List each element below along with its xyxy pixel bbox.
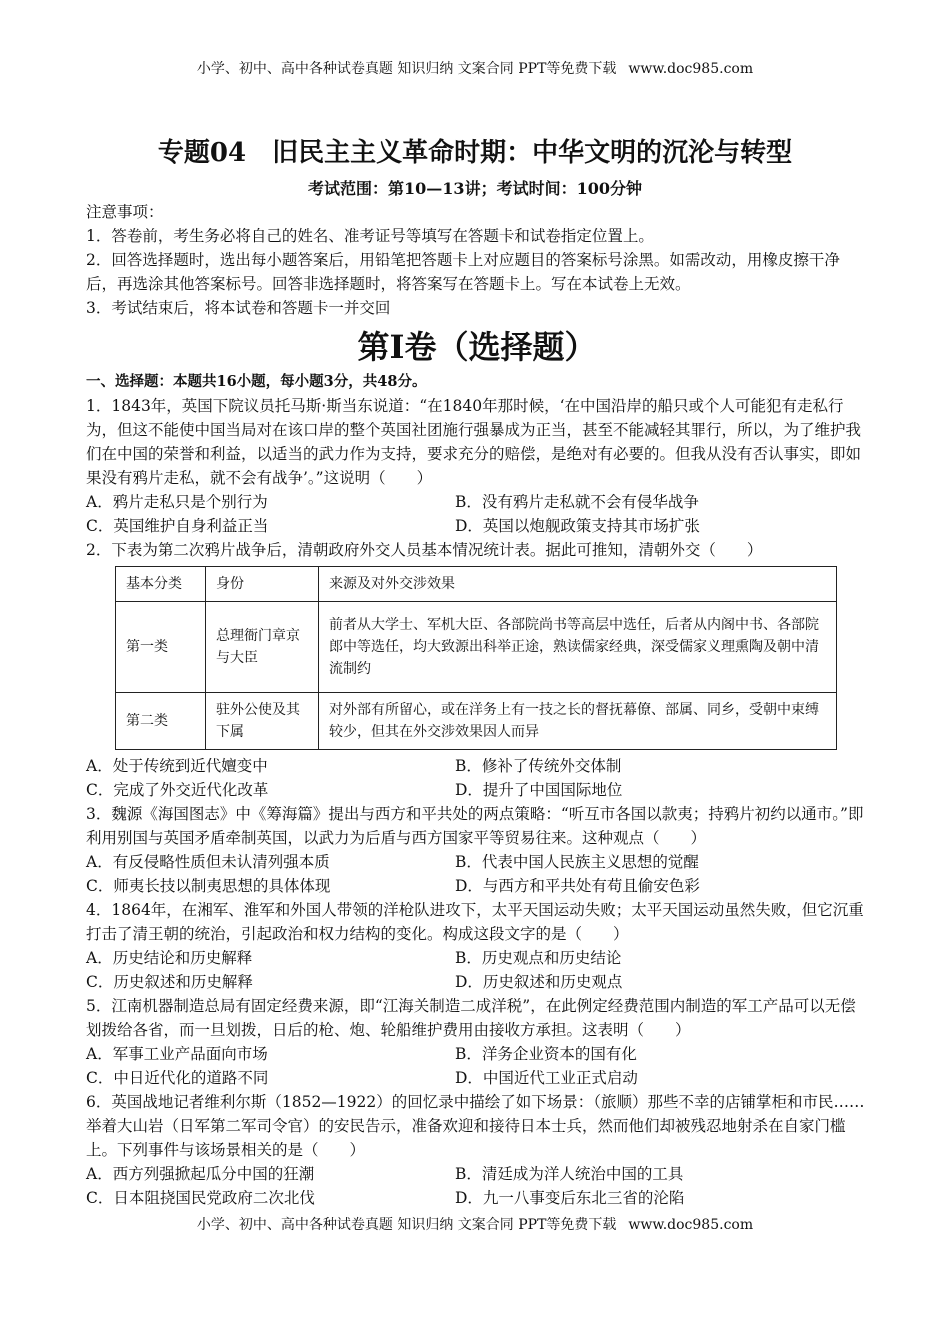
options bbox=[86, 1042, 868, 1090]
header-link[interactable]: www.doc985.com bbox=[628, 61, 754, 77]
question-stem: 6．英国战地记者维利尔斯（1852—1922）的回忆录中描绘了如下场景：（旅顺）那些不幸的店铺掌柜和市民……举着大山岩（日军第二军司令官）的安民告示，准备欢迎和接待日本士兵，然而他们却被残忍地射杀在自家门槛上。下列事件与该场景相关的是（ ） bbox=[86, 1093, 865, 1159]
table-row bbox=[116, 602, 837, 693]
table-row bbox=[116, 693, 837, 750]
note-item: 3．考试结束后，将本试卷和答题卡一并交回 bbox=[86, 299, 391, 317]
option[interactable]: D．历史叙述和历史观点 bbox=[455, 973, 623, 991]
notes-title: 注意事项： bbox=[86, 203, 164, 221]
page-header bbox=[0, 58, 950, 78]
table-cell: 第二类 bbox=[116, 693, 206, 750]
exam-scope: 考试范围：第10—13讲；考试时间：100分钟 bbox=[308, 179, 642, 198]
footer-link[interactable]: www.doc985.com bbox=[628, 1217, 754, 1233]
options bbox=[86, 1162, 868, 1210]
option[interactable]: A．有反侵略性质但未认清列强本质 bbox=[86, 853, 330, 871]
option[interactable]: B．代表中国人民族主义思想的觉醒 bbox=[455, 853, 699, 871]
option[interactable]: D．九一八事变后东北三省的沦陷 bbox=[455, 1189, 685, 1207]
question bbox=[86, 898, 868, 994]
question-stem: 4．1864年，在湘军、淮军和外国人带领的洋枪队进攻下，太平天国运动失败；太平天国运动虽然失败，但它沉重打击了清王朝的统治，引起政治和权力结构的变化。构成这段文字的是（ ） bbox=[86, 901, 864, 943]
table-cell: 第一类 bbox=[116, 602, 206, 693]
volume-heading: 第I卷（选择题） bbox=[357, 328, 597, 366]
option[interactable]: B．历史观点和历史结论 bbox=[455, 949, 622, 967]
data-table bbox=[115, 566, 837, 750]
question bbox=[86, 1090, 868, 1210]
question bbox=[86, 538, 868, 802]
table-header: 身份 bbox=[206, 567, 319, 602]
options bbox=[86, 490, 868, 538]
option[interactable]: D．英国以炮舰政策支持其市场扩张 bbox=[455, 517, 700, 535]
section-heading: 一、选择题：本题共16小题，每小题3分，共48分。 bbox=[86, 373, 427, 390]
question bbox=[86, 994, 868, 1090]
option[interactable]: C．中日近代化的道路不同 bbox=[86, 1069, 269, 1087]
option[interactable]: C．完成了外交近代化改革 bbox=[86, 781, 269, 799]
option[interactable]: C．英国维护自身利益正当 bbox=[86, 517, 269, 535]
question-stem: 5．江南机器制造总局有固定经费来源，即“江海关制造二成洋税”，在此例定经费范围内制造的军工产品可以无偿划拨给各省，而一旦划拨，日后的枪、炮、轮船维护费用由接收方承担。这表明（ ） bbox=[86, 997, 856, 1039]
option[interactable]: D．提升了中国国际地位 bbox=[455, 781, 623, 799]
table-cell: 总理衙门章京与大臣 bbox=[206, 602, 319, 693]
header-text: 小学、初中、高中各种试卷真题 知识归纳 文案合同 PPT等免费下载 bbox=[196, 61, 617, 77]
question bbox=[86, 802, 868, 898]
option[interactable]: C．师夷长技以制夷思想的具体体现 bbox=[86, 877, 331, 895]
option[interactable]: A．处于传统到近代嬗变中 bbox=[86, 757, 268, 775]
table-header: 基本分类 bbox=[116, 567, 206, 602]
question-stem: 1．1843年，英国下院议员托马斯·斯当东说道：“在1840年那时候，‘在中国沿岸的船只或个人可能犯有走私行为，但这不能使中国当局对在该口岸的整个英国社团施行强暴成为正当，甚至不能减轻其罪行，所以，为了维护我们在中国的荣誉和利益，以适当的武力作为支持，要求充分的赔偿，是绝对有必要的。但我从没有否认事实，即如果没有鸦片走私，就不会有战争’。”这说明（ ） bbox=[86, 397, 862, 487]
footer-text: 小学、初中、高中各种试卷真题 知识归纳 文案合同 PPT等免费下载 bbox=[196, 1217, 617, 1233]
options bbox=[86, 946, 868, 994]
table-header: 来源及对外交涉效果 bbox=[319, 567, 837, 602]
option[interactable]: A．鸦片走私只是个别行为 bbox=[86, 493, 268, 511]
option[interactable]: D．与西方和平共处有苟且偷安色彩 bbox=[455, 877, 700, 895]
note-item: 1．答卷前，考生务必将自己的姓名、准考证号等填写在答题卡和试卷指定位置上。 bbox=[86, 227, 654, 245]
option[interactable]: B．修补了传统外交体制 bbox=[455, 757, 622, 775]
table-cell: 驻外公使及其下属 bbox=[206, 693, 319, 750]
table-header-row bbox=[116, 567, 837, 602]
option[interactable]: A．军事工业产品面向市场 bbox=[86, 1045, 268, 1063]
question-stem: 2．下表为第二次鸦片战争后，清朝政府外交人员基本情况统计表。据此可推知，清朝外交（ ） bbox=[86, 541, 763, 559]
options bbox=[86, 754, 868, 802]
option[interactable]: B．没有鸦片走私就不会有侵华战争 bbox=[455, 493, 699, 511]
question-stem: 3．魏源《海国图志》中《筹海篇》提出与西方和平共处的两点策略：“听互市各国以款夷；持鸦片初约以通市。”即利用别国与英国矛盾牵制英国，以武力为后盾与西方国家平等贸易往来。这种观点（ ） bbox=[86, 805, 864, 847]
options bbox=[86, 850, 868, 898]
option[interactable]: A．西方列强掀起瓜分中国的狂潮 bbox=[86, 1165, 315, 1183]
option[interactable]: B．清廷成为洋人统治中国的工具 bbox=[455, 1165, 684, 1183]
option[interactable]: D．中国近代工业正式启动 bbox=[455, 1069, 638, 1087]
page-footer bbox=[0, 1214, 950, 1234]
page-title: 专题04 旧民主主义革命时期：中华文明的沉沦与转型 bbox=[157, 138, 793, 168]
option[interactable]: A．历史结论和历史解释 bbox=[86, 949, 253, 967]
option[interactable]: B．洋务企业资本的国有化 bbox=[455, 1045, 637, 1063]
question bbox=[86, 394, 868, 538]
option[interactable]: C．日本阻挠国民党政府二次北伐 bbox=[86, 1189, 315, 1207]
option[interactable]: C．历史叙述和历史解释 bbox=[86, 973, 253, 991]
table-cell: 对外部有所留心，或在洋务上有一技之长的督抚幕僚、部属、同乡，受朝中束缚较少，但其在外交涉效果因人而异 bbox=[319, 693, 837, 750]
table-cell: 前者从大学士、军机大臣、各部院尚书等高层中选任，后者从内阁中书、各部院郎中等选任，均大致源出科举正途，熟读儒家经典，深受儒家义理熏陶及朝中清流制约 bbox=[319, 602, 837, 693]
note-item: 2．回答选择题时，选出每小题答案后，用铅笔把答题卡上对应题目的答案标号涂黑。如需改动，用橡皮擦干净后，再选涂其他答案标号。回答非选择题时，将答案写在答题卡上。写在本试卷上无效。 bbox=[86, 251, 840, 293]
